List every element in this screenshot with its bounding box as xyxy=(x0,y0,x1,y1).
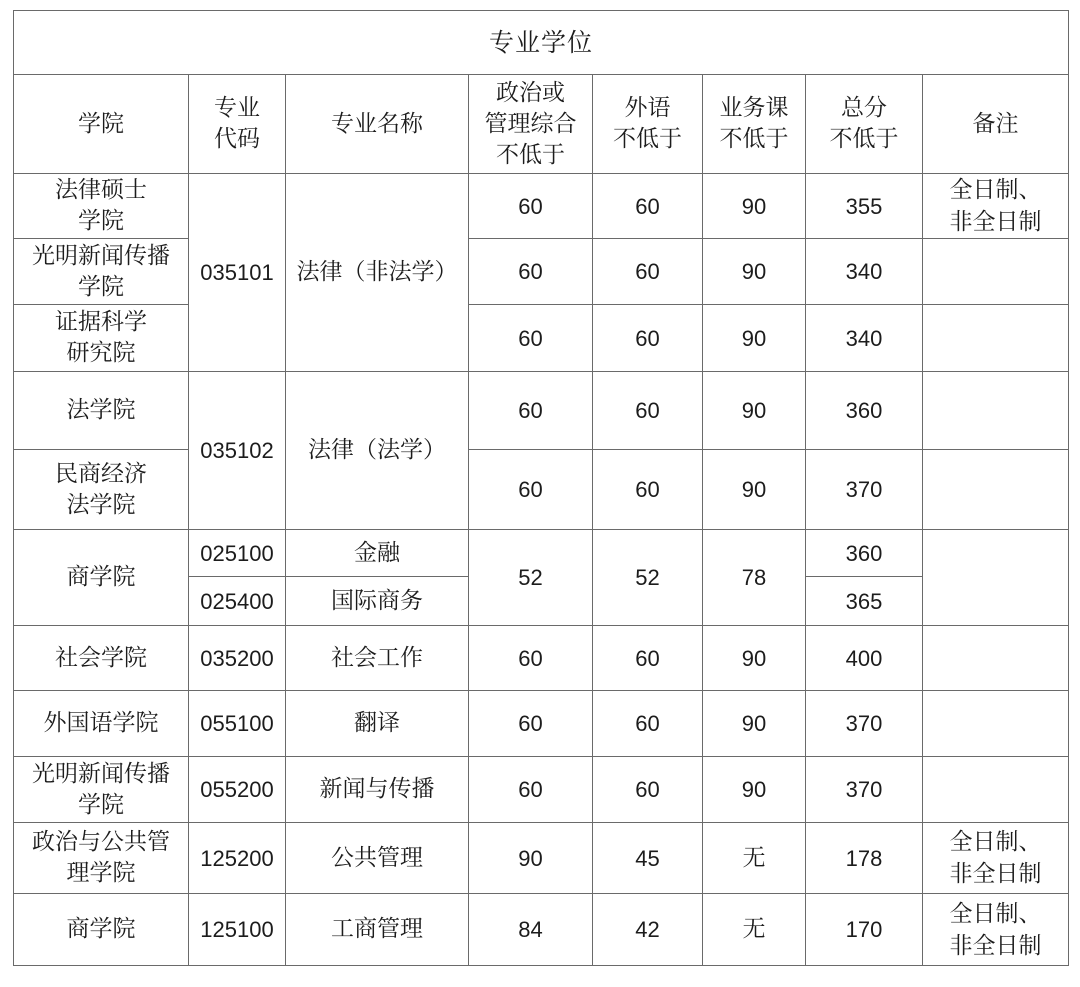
total-score: 370 xyxy=(806,691,923,757)
college-cell: 证据科学 研究院 xyxy=(14,305,189,372)
college-cell: 政治与公共管 理学院 xyxy=(14,823,189,894)
total-score: 178 xyxy=(806,823,923,894)
table-row xyxy=(14,894,1069,966)
header-business: 业务课 不低于 xyxy=(703,75,806,174)
admission-score-table xyxy=(13,10,1069,966)
business-score: 90 xyxy=(703,691,806,757)
foreign-score: 60 xyxy=(593,305,703,372)
total-score: 360 xyxy=(806,372,923,450)
foreign-score: 45 xyxy=(593,823,703,894)
foreign-score: 60 xyxy=(593,372,703,450)
major-cell: 新闻与传播 xyxy=(286,757,469,823)
major-cell: 法律（非法学） xyxy=(286,174,469,372)
college-cell: 商学院 xyxy=(14,894,189,966)
politics-score: 60 xyxy=(469,691,593,757)
header-major: 专业名称 xyxy=(286,75,469,174)
politics-score: 60 xyxy=(469,626,593,691)
foreign-score: 60 xyxy=(593,626,703,691)
politics-score: 60 xyxy=(469,305,593,372)
major-cell: 社会工作 xyxy=(286,626,469,691)
major-cell: 工商管理 xyxy=(286,894,469,966)
total-score: 340 xyxy=(806,305,923,372)
code-cell: 125100 xyxy=(189,894,286,966)
title-row xyxy=(14,11,1069,75)
remark-cell xyxy=(923,626,1069,691)
header-politics: 政治或 管理综合 不低于 xyxy=(469,75,593,174)
college-cell: 社会学院 xyxy=(14,626,189,691)
code-cell: 025400 xyxy=(189,577,286,626)
table-row xyxy=(14,530,1069,577)
total-score: 365 xyxy=(806,577,923,626)
business-score: 无 xyxy=(703,823,806,894)
politics-score: 60 xyxy=(469,450,593,530)
major-cell: 金融 xyxy=(286,530,469,577)
college-cell: 光明新闻传播 学院 xyxy=(14,239,189,305)
college-cell: 法学院 xyxy=(14,372,189,450)
remark-cell xyxy=(923,530,1069,626)
table-row xyxy=(14,757,1069,823)
foreign-score: 52 xyxy=(593,530,703,626)
college-cell: 外国语学院 xyxy=(14,691,189,757)
table-row xyxy=(14,239,1069,305)
politics-score: 60 xyxy=(469,757,593,823)
table-row xyxy=(14,823,1069,894)
code-cell: 125200 xyxy=(189,823,286,894)
header-code: 专业 代码 xyxy=(189,75,286,174)
business-score: 无 xyxy=(703,894,806,966)
code-cell: 035200 xyxy=(189,626,286,691)
code-cell: 055100 xyxy=(189,691,286,757)
total-score: 370 xyxy=(806,757,923,823)
remark-cell xyxy=(923,305,1069,372)
table-row xyxy=(14,372,1069,450)
total-score: 360 xyxy=(806,530,923,577)
politics-score: 90 xyxy=(469,823,593,894)
total-score: 355 xyxy=(806,174,923,239)
header-college: 学院 xyxy=(14,75,189,174)
college-cell: 光明新闻传播 学院 xyxy=(14,757,189,823)
politics-score: 60 xyxy=(469,174,593,239)
business-score: 78 xyxy=(703,530,806,626)
code-cell: 035101 xyxy=(189,174,286,372)
foreign-score: 42 xyxy=(593,894,703,966)
header-row xyxy=(14,75,1069,174)
remark-cell: 全日制、 非全日制 xyxy=(923,894,1069,966)
remark-cell xyxy=(923,450,1069,530)
politics-score: 60 xyxy=(469,239,593,305)
business-score: 90 xyxy=(703,450,806,530)
total-score: 340 xyxy=(806,239,923,305)
major-cell: 国际商务 xyxy=(286,577,469,626)
major-cell: 翻译 xyxy=(286,691,469,757)
politics-score: 60 xyxy=(469,372,593,450)
table-row xyxy=(14,450,1069,530)
remark-cell: 全日制、 非全日制 xyxy=(923,174,1069,239)
header-foreign: 外语 不低于 xyxy=(593,75,703,174)
major-cell: 公共管理 xyxy=(286,823,469,894)
total-score: 400 xyxy=(806,626,923,691)
foreign-score: 60 xyxy=(593,174,703,239)
business-score: 90 xyxy=(703,174,806,239)
business-score: 90 xyxy=(703,305,806,372)
business-score: 90 xyxy=(703,626,806,691)
table-title: 专业学位 xyxy=(14,11,1069,75)
college-cell: 商学院 xyxy=(14,530,189,626)
college-cell: 法律硕士 学院 xyxy=(14,174,189,239)
remark-cell xyxy=(923,691,1069,757)
foreign-score: 60 xyxy=(593,691,703,757)
foreign-score: 60 xyxy=(593,239,703,305)
business-score: 90 xyxy=(703,372,806,450)
code-cell: 035102 xyxy=(189,372,286,530)
remark-cell: 全日制、 非全日制 xyxy=(923,823,1069,894)
business-score: 90 xyxy=(703,239,806,305)
header-total: 总分 不低于 xyxy=(806,75,923,174)
table-row xyxy=(14,305,1069,372)
table-container xyxy=(13,10,1069,966)
college-cell: 民商经济 法学院 xyxy=(14,450,189,530)
table-row xyxy=(14,691,1069,757)
code-cell: 055200 xyxy=(189,757,286,823)
politics-score: 52 xyxy=(469,530,593,626)
code-cell: 025100 xyxy=(189,530,286,577)
major-cell: 法律（法学） xyxy=(286,372,469,530)
remark-cell xyxy=(923,757,1069,823)
header-remark: 备注 xyxy=(923,75,1069,174)
remark-cell xyxy=(923,372,1069,450)
foreign-score: 60 xyxy=(593,450,703,530)
politics-score: 84 xyxy=(469,894,593,966)
business-score: 90 xyxy=(703,757,806,823)
table-row xyxy=(14,626,1069,691)
foreign-score: 60 xyxy=(593,757,703,823)
total-score: 170 xyxy=(806,894,923,966)
table-row xyxy=(14,174,1069,239)
remark-cell xyxy=(923,239,1069,305)
total-score: 370 xyxy=(806,450,923,530)
